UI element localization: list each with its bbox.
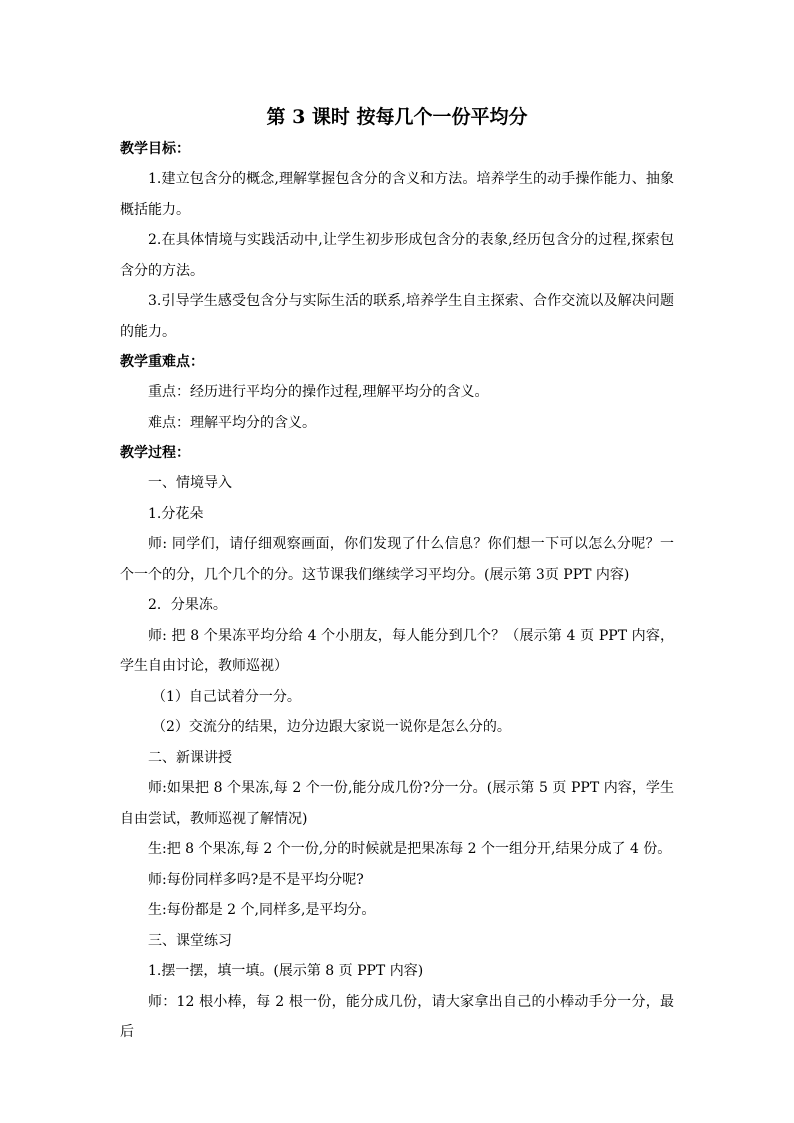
objective-paragraph: 1.建立包含分的概念,理解掌握包含分的含义和方法。培养学生的动手操作能力、抽象概括能力。 (120, 171, 674, 218)
process-heading: 教学过程： (120, 445, 190, 461)
section-heading: 一、情境导入 (148, 475, 232, 491)
document-content (120, 100, 674, 1048)
objectives-heading: 教学目标： (120, 141, 190, 157)
key-points-heading: 教学重难点： (120, 354, 204, 370)
process-paragraph: 生:每份都是 2 个,同样多,是平均分。 (148, 902, 376, 918)
process-paragraph: （2）交流分的结果，边分边跟大家说一说你是怎么分的。 (152, 719, 511, 735)
key-point-paragraph: 难点：理解平均分的含义。 (148, 414, 316, 431)
objective-paragraph: 3.引导学生感受包含分与实际生活的联系,培养学生自主探索、合作交流以及解决问题的能力。 (120, 293, 674, 340)
process-paragraph: 师:如果把 8 个果冻,每 2 个一份,能分成几份?分一分。(展示第 5 页 PPT 内容，学生自由尝试，教师巡视了解情况) (120, 780, 674, 827)
objective-paragraph: 2.在具体情境与实践活动中,让学生初步形成包含分的表象,经历包含分的过程,探索包含分的方法。 (120, 232, 674, 279)
section-heading: 二、新课讲授 (148, 749, 232, 766)
process-paragraph: 师: 把 8 个果冻平均分给 4 个小朋友，每人能分到几个？（展示第 4 页 PPT 内容，学生自由讨论，教师巡视） (120, 627, 674, 674)
key-point-paragraph: 重点：经历进行平均分的操作过程,理解平均分的含义。 (148, 384, 489, 400)
process-paragraph: 师:每份同样多吗?是不是平均分呢? (148, 871, 364, 888)
process-paragraph: 2．分果冻。 (148, 597, 227, 613)
page-title: 第 3 课时 按每几个一份平均分 (266, 106, 528, 128)
process-paragraph: 师：12 根小棒，每 2 根一份，能分成几份，请大家拿出自己的小棒动手分一分，最后 (120, 993, 674, 1040)
process-paragraph: 生:把 8 个果冻,每 2 个一份,分的时候就是把果冻每 2 个一组分开,结果分成了 4 份。 (148, 841, 672, 857)
process-paragraph: 1.分花朵 (148, 505, 204, 522)
process-paragraph: （1）自己试着分一分。 (152, 688, 301, 705)
process-paragraph: 师: 同学们，请仔细观察画面，你们发现了什么信息？你们想一下可以怎么分呢？一个一个的分，几个几个的分。这节课我们继续学习平均分。(展示第 3页 PPT 内容) (120, 536, 674, 583)
section-heading: 三、课堂练习 (148, 932, 232, 949)
process-paragraph: 1.摆一摆，填一填。(展示第 8 页 PPT 内容) (148, 963, 424, 979)
